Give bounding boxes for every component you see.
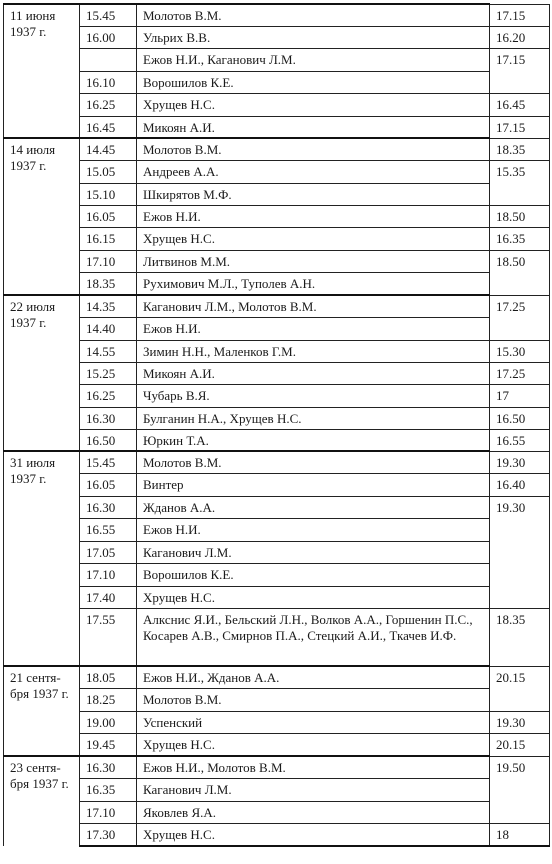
time-out-cell: 17.15: [490, 4, 550, 26]
table-row: [4, 711, 550, 733]
time-out-cell: 16.40: [490, 473, 550, 496]
visitor-name-cell: Ежов Н.И., Каганович Л.М.: [137, 48, 490, 71]
time-out-cell: 17: [490, 384, 550, 407]
visitor-name-cell: Ворошилов К.Е.: [137, 71, 490, 93]
time-in-cell: 14.55: [80, 340, 137, 362]
time-in-cell: 14.35: [80, 295, 137, 317]
time-in-cell: 17.40: [80, 586, 137, 608]
time-out-cell: 16.45: [490, 93, 550, 116]
table-row: [4, 778, 550, 801]
table-row: [4, 407, 550, 429]
time-out-cell: [490, 518, 550, 541]
time-out-cell: 15.30: [490, 340, 550, 362]
table-row: [4, 26, 550, 48]
visitor-name-cell: Микоян А.И.: [137, 116, 490, 138]
visitor-name-cell: Хрущев Н.С.: [137, 586, 490, 608]
table-row: [4, 48, 550, 71]
time-in-cell: 16.25: [80, 384, 137, 407]
table-row: [4, 666, 550, 688]
table-row: [4, 272, 550, 295]
time-in-cell: 17.10: [80, 801, 137, 823]
visitor-name-cell: Хрущев Н.С.: [137, 823, 490, 846]
table-row: [4, 518, 550, 541]
visitor-name-cell: Ежов Н.И.: [137, 317, 490, 340]
table-row: [4, 496, 550, 518]
time-in-cell: 17.10: [80, 250, 137, 272]
time-in-cell: 16.05: [80, 473, 137, 496]
table-row: [4, 93, 550, 116]
time-out-cell: 17.25: [490, 362, 550, 384]
table-row: [4, 586, 550, 608]
date-cell: 11 июня 1937 г.: [4, 4, 80, 138]
time-out-cell: 20.15: [490, 666, 550, 688]
visitor-name-cell: Булганин Н.А., Хрущев Н.С.: [137, 407, 490, 429]
visitor-name-cell: Чубарь В.Я.: [137, 384, 490, 407]
visitor-name-cell: Хрущев Н.С.: [137, 93, 490, 116]
table-row: [4, 608, 550, 666]
date-cell: 14 июля 1937 г.: [4, 138, 80, 295]
time-in-cell: 17.10: [80, 563, 137, 586]
time-in-cell: 18.05: [80, 666, 137, 688]
time-in-cell: 16.30: [80, 407, 137, 429]
table-row: [4, 429, 550, 451]
time-out-cell: [490, 183, 550, 205]
time-in-cell: 16.25: [80, 93, 137, 116]
time-out-cell: [490, 272, 550, 295]
visitor-name-cell: Ежов Н.И.: [137, 518, 490, 541]
time-in-cell: 19.45: [80, 733, 137, 756]
time-out-cell: 17.15: [490, 116, 550, 138]
table-row: [4, 362, 550, 384]
visitor-name-cell: Жданов А.А.: [137, 496, 490, 518]
visitor-name-cell: Литвинов М.М.: [137, 250, 490, 272]
time-in-cell: 16.00: [80, 26, 137, 48]
visitor-name-cell: Рухимович М.Л., Туполев А.Н.: [137, 272, 490, 295]
table-row: [4, 138, 550, 160]
visitor-name-cell: Молотов В.М.: [137, 138, 490, 160]
time-in-cell: 15.10: [80, 183, 137, 205]
visitor-name-cell: Зимин Н.Н., Маленков Г.М.: [137, 340, 490, 362]
visitor-name-cell: Хрущев Н.С.: [137, 733, 490, 756]
time-in-cell: 14.40: [80, 317, 137, 340]
table-row: [4, 317, 550, 340]
visitor-name-cell: Ежов Н.И., Жданов А.А.: [137, 666, 490, 688]
date-cell: 23 сентября 1937 г.: [4, 756, 80, 846]
time-out-cell: 16.20: [490, 26, 550, 48]
time-in-cell: [80, 48, 137, 71]
table-row: [4, 183, 550, 205]
time-in-cell: 16.45: [80, 116, 137, 138]
table-row: [4, 116, 550, 138]
date-cell: 31 июля 1937 г.: [4, 451, 80, 666]
time-out-cell: 16.35: [490, 227, 550, 250]
date-cell: 21 сентября 1937 г.: [4, 666, 80, 756]
visitor-name-cell: Молотов В.М.: [137, 688, 490, 711]
time-in-cell: 15.25: [80, 362, 137, 384]
visitor-name-cell: Успенский: [137, 711, 490, 733]
visitor-name-cell: Андреев А.А.: [137, 160, 490, 183]
time-out-cell: 18.35: [490, 608, 550, 666]
table-row: [4, 205, 550, 227]
time-in-cell: 15.45: [80, 4, 137, 26]
table-row: [4, 801, 550, 823]
table-row: [4, 295, 550, 317]
table-row: [4, 384, 550, 407]
time-out-cell: 19.50: [490, 756, 550, 778]
table-row: [4, 4, 550, 26]
time-out-cell: 16.50: [490, 407, 550, 429]
time-out-cell: 19.30: [490, 711, 550, 733]
time-out-cell: [490, 71, 550, 93]
time-out-cell: 18.50: [490, 205, 550, 227]
time-out-cell: [490, 688, 550, 711]
time-out-cell: [490, 563, 550, 586]
visitor-name-cell: Ежов Н.И., Молотов В.М.: [137, 756, 490, 778]
visitor-name-cell: Ворошилов К.Е.: [137, 563, 490, 586]
visitor-name-cell: Ежов Н.И.: [137, 205, 490, 227]
time-in-cell: 19.00: [80, 711, 137, 733]
visitor-name-cell: Юркин Т.А.: [137, 429, 490, 451]
time-out-cell: 16.55: [490, 429, 550, 451]
date-cell: 22 июля 1937 г.: [4, 295, 80, 451]
visitor-name-cell: Микоян А.И.: [137, 362, 490, 384]
time-in-cell: 16.05: [80, 205, 137, 227]
time-out-cell: 20.15: [490, 733, 550, 756]
time-in-cell: 15.45: [80, 451, 137, 473]
time-out-cell: 18.50: [490, 250, 550, 272]
visitor-name-cell: Каганович Л.М.: [137, 541, 490, 563]
time-in-cell: 16.55: [80, 518, 137, 541]
visitor-name-cell: Молотов В.М.: [137, 451, 490, 473]
table-row: [4, 688, 550, 711]
time-out-cell: [490, 801, 550, 823]
visit-log-table: [3, 3, 550, 847]
time-out-cell: 18.35: [490, 138, 550, 160]
time-in-cell: 18.35: [80, 272, 137, 295]
table-row: [4, 451, 550, 473]
table-row: [4, 160, 550, 183]
table-row: [4, 756, 550, 778]
time-in-cell: 14.45: [80, 138, 137, 160]
time-in-cell: 17.05: [80, 541, 137, 563]
time-out-cell: 15.35: [490, 160, 550, 183]
table-row: [4, 340, 550, 362]
time-out-cell: [490, 541, 550, 563]
time-out-cell: 17.25: [490, 295, 550, 317]
time-out-cell: 19.30: [490, 451, 550, 473]
time-in-cell: 17.55: [80, 608, 137, 666]
time-in-cell: 15.05: [80, 160, 137, 183]
table-row: [4, 227, 550, 250]
visitor-name-cell: Молотов В.М.: [137, 4, 490, 26]
time-out-cell: 19.30: [490, 496, 550, 518]
time-in-cell: 16.30: [80, 496, 137, 518]
visitor-name-cell: Каганович Л.М.: [137, 778, 490, 801]
table-row: [4, 473, 550, 496]
table-row: [4, 563, 550, 586]
visitor-name-cell: Каганович Л.М., Молотов В.М.: [137, 295, 490, 317]
table-row: [4, 823, 550, 846]
table-row: [4, 541, 550, 563]
time-in-cell: 18.25: [80, 688, 137, 711]
visitor-name-cell: Алкснис Я.И., Бельский Л.Н., Волков А.А., Горшенин П.С., Косарев А.В., Смирнов П.А., Стецкий А.И., Ткачев И.Ф.: [137, 608, 490, 666]
time-out-cell: 17.15: [490, 48, 550, 71]
table-row: [4, 733, 550, 756]
visitor-name-cell: Ульрих В.В.: [137, 26, 490, 48]
time-in-cell: 16.10: [80, 71, 137, 93]
time-out-cell: [490, 778, 550, 801]
time-in-cell: 16.50: [80, 429, 137, 451]
time-out-cell: [490, 317, 550, 340]
time-in-cell: 16.35: [80, 778, 137, 801]
time-out-cell: [490, 586, 550, 608]
table-row: [4, 250, 550, 272]
time-in-cell: 16.30: [80, 756, 137, 778]
time-out-cell: 18: [490, 823, 550, 846]
visitor-name-cell: Яковлев Я.А.: [137, 801, 490, 823]
visitor-name-cell: Винтер: [137, 473, 490, 496]
visitor-name-cell: Шкирятов М.Ф.: [137, 183, 490, 205]
table-row: [4, 71, 550, 93]
visitor-name-cell: Хрущев Н.С.: [137, 227, 490, 250]
time-in-cell: 17.30: [80, 823, 137, 846]
time-in-cell: 16.15: [80, 227, 137, 250]
